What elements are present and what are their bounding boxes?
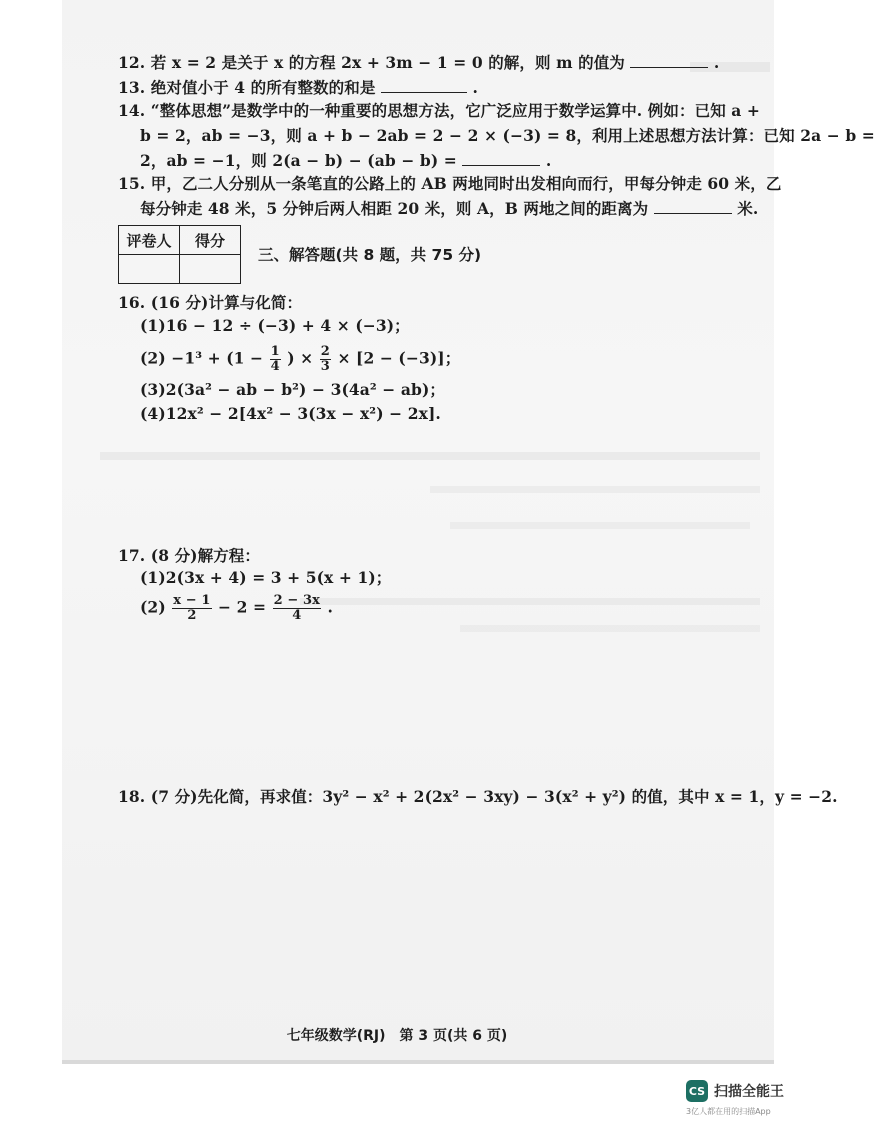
watermark-name: 扫描全能王: [714, 1084, 784, 1100]
question-13-tail: .: [472, 78, 478, 97]
question-15-line-2: [140, 198, 758, 219]
fraction-2-minus-3x-over-4: [273, 594, 321, 623]
fraction-denominator: 4: [270, 359, 280, 374]
question-14-tail: .: [545, 151, 552, 170]
answer-blank-14: [462, 150, 540, 166]
fraction-numerator: 1: [270, 344, 280, 359]
fraction-denominator: 3: [320, 359, 330, 374]
watermark-slogan: 3亿人都在用的扫描App: [686, 1107, 771, 1116]
fraction-x-minus-1-over-2: [172, 594, 211, 623]
question-16-part-2: [140, 345, 460, 374]
question-17-stem: 17. (8 分)解方程：: [118, 546, 261, 565]
reviewer-cell: [119, 255, 180, 284]
part-2-tail: .: [327, 597, 333, 617]
answer-blank-15: [654, 198, 732, 214]
fraction-denominator: 4: [292, 608, 302, 623]
show-through-text: [460, 625, 760, 632]
part-2-middle: − 2 =: [218, 597, 267, 617]
paper-edge: [62, 1060, 774, 1064]
question-16-part-3: (3)2(3a² − ab − b²) − 3(4a² − ab)；: [140, 380, 445, 399]
fraction-numerator: 2 − 3x: [273, 593, 320, 608]
question-14-text: 2，ab = −1，则 2(a − b) − (ab − b) =: [140, 151, 457, 170]
camscanner-logo-icon: CS: [686, 1080, 708, 1102]
section-3-title: 三、解答题(共 8 题，共 75 分): [258, 246, 482, 264]
part-2-lead: (2) −1³ + (1 −: [140, 348, 264, 368]
show-through-text: [300, 598, 760, 605]
part-2-tail: × [2 − (−3)]；: [337, 348, 461, 368]
question-16-stem: 16. (16 分)计算与化简：: [118, 293, 303, 312]
question-13-text: 13. 绝对值小于 4 的所有整数的和是: [118, 78, 376, 97]
fraction-numerator: 2: [320, 344, 330, 359]
part-2-middle: ) ×: [287, 348, 314, 368]
question-12-text: 12. 若 x = 2 是关于 x 的方程 2x + 3m − 1 = 0 的解，则 m 的值为: [118, 53, 625, 72]
question-15-line-1: 15. 甲，乙二人分别从一条笔直的公路上的 AB 两地同时出发相向而行，甲每分钟走 60 米，乙: [118, 174, 782, 193]
question-17-part-2: [140, 594, 333, 623]
question-14-line-3: [140, 150, 551, 171]
answer-blank-12: [630, 52, 708, 68]
fraction-one-quarter: [270, 345, 281, 374]
question-17-part-1: (1)2(3x + 4) = 3 + 5(x + 1)；: [140, 568, 392, 587]
answer-blank-13: [381, 77, 467, 93]
score-cell: [180, 255, 241, 284]
show-through-text: [100, 452, 760, 460]
question-12-tail: .: [713, 53, 720, 72]
question-16-part-4: (4)12x² − 2[4x² − 3(3x − x²) − 2x].: [140, 404, 441, 423]
question-15-unit: 米.: [737, 199, 759, 218]
question-12: [118, 52, 719, 73]
fraction-two-thirds: [320, 345, 331, 374]
score-table: [118, 225, 241, 284]
question-13: [118, 77, 478, 98]
show-through-text: [430, 486, 760, 493]
fraction-numerator: x − 1: [173, 593, 211, 608]
question-18: 18. (7 分)先化简，再求值：3y² − x² + 2(2x² − 3xy) − 3(x² + y²) 的值，其中 x = 1，y = −2.: [118, 787, 838, 806]
show-through-text: [450, 522, 750, 529]
part-2-lead: (2): [140, 597, 166, 617]
scanner-watermark: [686, 1080, 784, 1102]
question-14-line-2: b = 2，ab = −3，则 a + b − 2ab = 2 − 2 × (−3) = 8，利用上述思想方法计算：已知 2a − b =: [140, 126, 875, 145]
reviewer-header: 评卷人: [119, 226, 180, 255]
fraction-denominator: 2: [187, 608, 197, 623]
question-15-text: 每分钟走 48 米，5 分钟后两人相距 20 米，则 A，B 两地之间的距离为: [140, 199, 649, 218]
question-14-line-1: 14. “整体思想”是数学中的一种重要的思想方法，它广泛应用于数学运算中. 例如：已知 a +: [118, 101, 761, 120]
page-footer: 七年级数学(RJ) 第 3 页(共 6 页): [286, 1028, 508, 1044]
question-16-part-1: (1)16 − 12 ÷ (−3) + 4 × (−3)；: [140, 316, 410, 335]
score-header: 得分: [180, 226, 241, 255]
